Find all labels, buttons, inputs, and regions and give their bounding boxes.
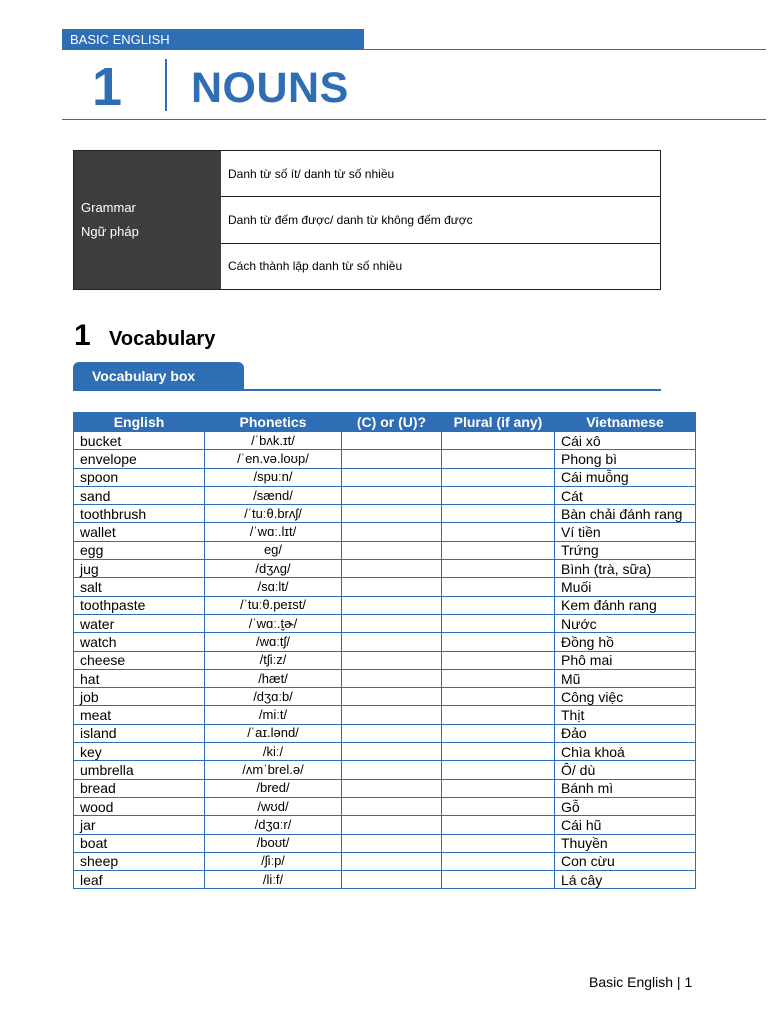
phonetics-cell: /ˈwɑː.t̬ɚ/ — [205, 614, 342, 632]
english-cell: bread — [74, 779, 205, 797]
vietnamese-cell: Bàn chải đánh rang — [555, 505, 696, 523]
phonetics-cell: /bred/ — [205, 779, 342, 797]
plural-cell — [442, 743, 555, 761]
english-cell: hat — [74, 669, 205, 687]
chapter-separator — [165, 59, 167, 111]
phonetics-cell: /miːt/ — [205, 706, 342, 724]
plural-cell — [442, 505, 555, 523]
table-row — [74, 779, 696, 797]
table-row — [74, 761, 696, 779]
phonetics-cell: /ˈtuːθ.peɪst/ — [205, 596, 342, 614]
phonetics-cell: /sɑːlt/ — [205, 578, 342, 596]
table-row — [74, 578, 696, 596]
english-cell: spoon — [74, 468, 205, 486]
vietnamese-cell: Ô/ dù — [555, 761, 696, 779]
vocabulary-box-rule — [244, 389, 661, 391]
vietnamese-cell: Kem đánh rang — [555, 596, 696, 614]
table-row — [74, 505, 696, 523]
plural-cell — [442, 596, 555, 614]
english-cell: island — [74, 724, 205, 742]
english-cell: sand — [74, 486, 205, 504]
plural-cell — [442, 834, 555, 852]
table-row — [74, 523, 696, 541]
vietnamese-cell: Ví tiền — [555, 523, 696, 541]
vietnamese-cell: Trứng — [555, 541, 696, 559]
english-cell: key — [74, 743, 205, 761]
phonetics-cell: /hæt/ — [205, 669, 342, 687]
countability-cell — [342, 779, 442, 797]
grammar-item: Danh từ đếm được/ danh từ không đếm được — [221, 197, 660, 243]
table-row — [74, 486, 696, 504]
vietnamese-cell: Muối — [555, 578, 696, 596]
plural-cell — [442, 669, 555, 687]
countability-cell — [342, 523, 442, 541]
countability-cell — [342, 560, 442, 578]
countability-cell — [342, 505, 442, 523]
table-row — [74, 596, 696, 614]
countability-cell — [342, 614, 442, 632]
vietnamese-cell: Bánh mì — [555, 779, 696, 797]
phonetics-cell: /tʃiːz/ — [205, 651, 342, 669]
countability-cell — [342, 706, 442, 724]
plural-cell — [442, 852, 555, 870]
phonetics-cell: /ˈaɪ.lənd/ — [205, 724, 342, 742]
vietnamese-cell: Nước — [555, 614, 696, 632]
plural-cell — [442, 724, 555, 742]
column-header: English — [74, 413, 205, 432]
countability-cell — [342, 871, 442, 889]
english-cell: jar — [74, 816, 205, 834]
grammar-label-panel — [74, 151, 221, 289]
column-header: Phonetics — [205, 413, 342, 432]
vietnamese-cell: Đảo — [555, 724, 696, 742]
table-row — [74, 432, 696, 450]
plural-cell — [442, 871, 555, 889]
english-cell: jug — [74, 560, 205, 578]
english-cell: cheese — [74, 651, 205, 669]
english-cell: meat — [74, 706, 205, 724]
table-row — [74, 871, 696, 889]
countability-cell — [342, 468, 442, 486]
grammar-item: Cách thành lập danh từ số nhiều — [228, 259, 403, 274]
phonetics-cell: /ˈwɑː.lɪt/ — [205, 523, 342, 541]
vietnamese-cell: Chìa khoá — [555, 743, 696, 761]
english-cell: wallet — [74, 523, 205, 541]
vietnamese-cell: Gỗ — [555, 797, 696, 815]
phonetics-cell: /liːf/ — [205, 871, 342, 889]
vietnamese-cell: Cát — [555, 486, 696, 504]
phonetics-cell: /wɑːtʃ/ — [205, 633, 342, 651]
english-cell: salt — [74, 578, 205, 596]
plural-cell — [442, 450, 555, 468]
phonetics-cell: /kiː/ — [205, 743, 342, 761]
english-cell: envelope — [74, 450, 205, 468]
vietnamese-cell: Công việc — [555, 688, 696, 706]
grammar-label-en: Grammar — [81, 200, 136, 215]
table-row — [74, 743, 696, 761]
plural-cell — [442, 651, 555, 669]
grammar-box — [73, 150, 661, 290]
series-label: BASIC ENGLISH — [62, 29, 364, 50]
english-cell: water — [74, 614, 205, 632]
vietnamese-cell: Đồng hồ — [555, 633, 696, 651]
phonetics-cell: /dʒɑːr/ — [205, 816, 342, 834]
plural-cell — [442, 560, 555, 578]
plural-cell — [442, 761, 555, 779]
column-header: Plural (if any) — [442, 413, 555, 432]
column-header: (C) or (U)? — [342, 413, 442, 432]
grammar-item: Danh từ số ít/ danh từ số nhiều — [221, 151, 660, 197]
vietnamese-cell: Thịt — [555, 706, 696, 724]
chapter-number: 1 — [92, 57, 123, 117]
countability-cell — [342, 486, 442, 504]
countability-cell — [342, 541, 442, 559]
countability-cell — [342, 450, 442, 468]
table-header-row — [74, 413, 696, 432]
table-row — [74, 816, 696, 834]
table-row — [74, 797, 696, 815]
table-row — [74, 541, 696, 559]
vietnamese-cell: Bình (trà, sữa) — [555, 560, 696, 578]
vietnamese-cell: Cái hũ — [555, 816, 696, 834]
english-cell: boat — [74, 834, 205, 852]
plural-cell — [442, 523, 555, 541]
phonetics-cell: /ˈbʌk.ɪt/ — [205, 432, 342, 450]
english-cell: bucket — [74, 432, 205, 450]
vietnamese-cell: Con cừu — [555, 852, 696, 870]
english-cell: sheep — [74, 852, 205, 870]
section-title: Vocabulary — [109, 328, 216, 350]
plural-cell — [442, 468, 555, 486]
phonetics-cell: /dʒʌg/ — [205, 560, 342, 578]
plural-cell — [442, 614, 555, 632]
section-number: 1 — [74, 319, 91, 352]
plural-cell — [442, 432, 555, 450]
chapter-title: NOUNS — [191, 64, 349, 112]
plural-cell — [442, 486, 555, 504]
phonetics-cell: /ˈen.və.loʊp/ — [205, 450, 342, 468]
countability-cell — [342, 743, 442, 761]
countability-cell — [342, 724, 442, 742]
vietnamese-cell: Phô mai — [555, 651, 696, 669]
phonetics-cell: eg/ — [205, 541, 342, 559]
english-cell: job — [74, 688, 205, 706]
countability-cell — [342, 852, 442, 870]
phonetics-cell: /ˈtuːθ.brʌʃ/ — [205, 505, 342, 523]
countability-cell — [342, 578, 442, 596]
english-cell: watch — [74, 633, 205, 651]
plural-cell — [442, 541, 555, 559]
table-row — [74, 706, 696, 724]
vietnamese-cell: Mũ — [555, 669, 696, 687]
vietnamese-cell: Cái muỗng — [555, 468, 696, 486]
phonetics-cell: /sænd/ — [205, 486, 342, 504]
table-row — [74, 468, 696, 486]
countability-cell — [342, 834, 442, 852]
table-row — [74, 651, 696, 669]
countability-cell — [342, 761, 442, 779]
countability-cell — [342, 688, 442, 706]
plural-cell — [442, 706, 555, 724]
vocabulary-box-tab: Vocabulary box — [73, 362, 244, 391]
phonetics-cell: /spuːn/ — [205, 468, 342, 486]
header-rule-bottom — [62, 119, 766, 120]
plural-cell — [442, 779, 555, 797]
table-row — [74, 834, 696, 852]
phonetics-cell: /ʌmˈbrel.ə/ — [205, 761, 342, 779]
table-row — [74, 614, 696, 632]
table-row — [74, 450, 696, 468]
english-cell: umbrella — [74, 761, 205, 779]
vietnamese-cell: Cái xô — [555, 432, 696, 450]
vocabulary-table — [73, 412, 696, 889]
countability-cell — [342, 432, 442, 450]
english-cell: toothpaste — [74, 596, 205, 614]
plural-cell — [442, 633, 555, 651]
countability-cell — [342, 797, 442, 815]
plural-cell — [442, 688, 555, 706]
english-cell: egg — [74, 541, 205, 559]
countability-cell — [342, 651, 442, 669]
table-row — [74, 633, 696, 651]
english-cell: toothbrush — [74, 505, 205, 523]
countability-cell — [342, 669, 442, 687]
table-row — [74, 852, 696, 870]
grammar-label-vi: Ngữ pháp — [81, 224, 139, 239]
phonetics-cell: /boʊt/ — [205, 834, 342, 852]
countability-cell — [342, 816, 442, 834]
vietnamese-cell: Thuyền — [555, 834, 696, 852]
phonetics-cell: /wʊd/ — [205, 797, 342, 815]
english-cell: wood — [74, 797, 205, 815]
table-row — [74, 688, 696, 706]
grammar-items — [221, 151, 660, 289]
table-row — [74, 724, 696, 742]
column-header: Vietnamese — [555, 413, 696, 432]
plural-cell — [442, 816, 555, 834]
table-row — [74, 560, 696, 578]
page-footer: Basic English | 1 — [589, 974, 693, 990]
english-cell: leaf — [74, 871, 205, 889]
plural-cell — [442, 578, 555, 596]
header-rule-top — [364, 49, 766, 50]
table-row — [74, 669, 696, 687]
phonetics-cell: /dʒɑːb/ — [205, 688, 342, 706]
countability-cell — [342, 596, 442, 614]
plural-cell — [442, 797, 555, 815]
countability-cell — [342, 633, 442, 651]
vietnamese-cell: Phong bì — [555, 450, 696, 468]
vietnamese-cell: Lá cây — [555, 871, 696, 889]
phonetics-cell: /ʃiːp/ — [205, 852, 342, 870]
